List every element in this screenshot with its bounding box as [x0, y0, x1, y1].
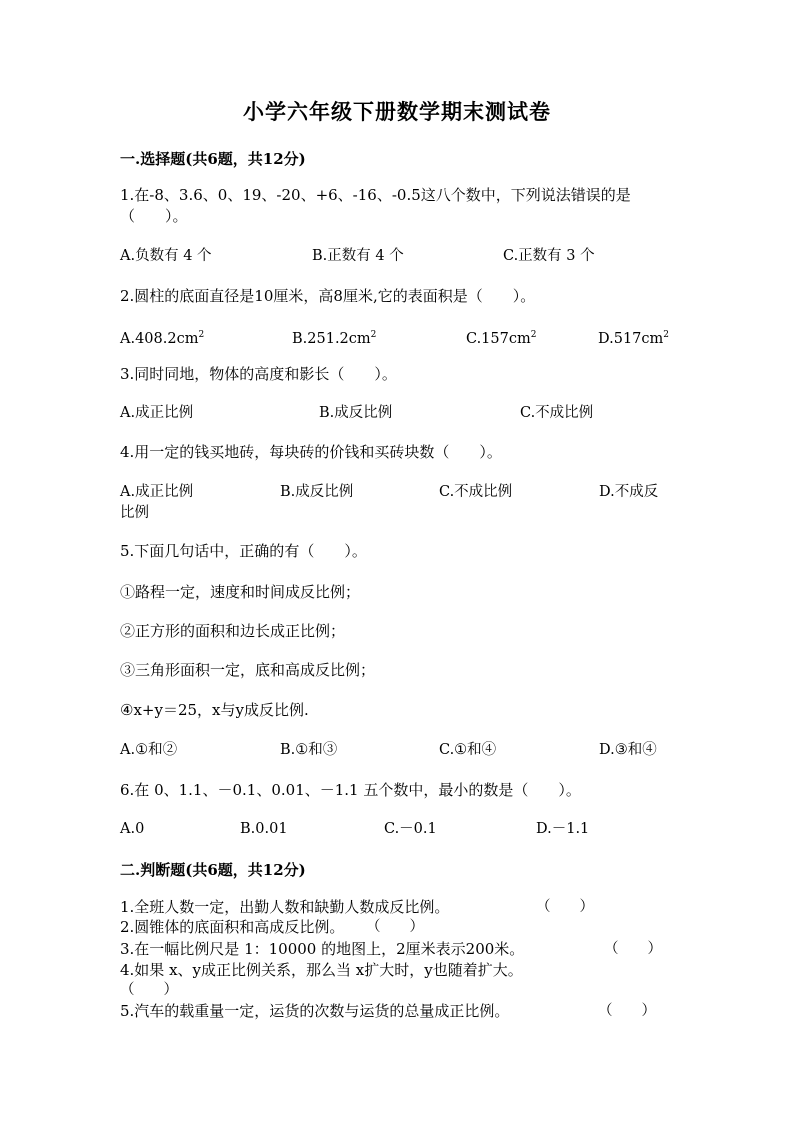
q3-stem: 3.同时同地，物体的高度和影长（ ）。 — [120, 365, 397, 383]
q2-option-a[interactable] — [120, 325, 204, 350]
q5-option-a[interactable]: A.①和② — [120, 742, 178, 758]
q5-option-c[interactable]: C.①和④ — [439, 742, 497, 758]
q6-stem: 6.在 0、1.1、－0.1、0.01、－1.1 五个数中，最小的数是（ ）。 — [120, 781, 581, 799]
q6-option-c[interactable]: C.－0.1 — [384, 821, 437, 837]
j4-statement: 4.如果 x、y成正比例关系，那么当 x扩大时，y也随着扩大。 — [120, 961, 523, 979]
q2-option-c-text: C.157cm — [466, 331, 531, 347]
q6-option-d[interactable]: D.－1.1 — [536, 821, 590, 837]
q2-option-c[interactable] — [466, 325, 536, 350]
q2-option-d-text: D.517cm — [598, 331, 664, 347]
q6-option-a[interactable]: A.0 — [120, 821, 145, 837]
superscript: 2 — [663, 330, 669, 340]
section-heading-choice: 一.选择题(共6题，共12分) — [120, 150, 306, 168]
superscript: 2 — [370, 330, 377, 340]
j3-statement: 3.在一幅比例尺是 1：10000 的地图上，2厘米表示200米。 — [120, 940, 525, 958]
j1-statement: 1.全班人数一定，出勤人数和缺勤人数成反比例。 — [120, 898, 450, 916]
j4-answer-bracket[interactable]: （ ） — [120, 982, 178, 998]
j2-answer-bracket[interactable]: （ ） — [366, 919, 424, 935]
q4-stem: 4.用一定的钱买地砖，每块砖的价钱和买砖块数（ ）。 — [120, 443, 502, 461]
q5-statement-2: ②正方形的面积和边长成正比例； — [120, 622, 346, 640]
q2-option-d[interactable] — [598, 325, 669, 350]
j1-answer-bracket[interactable]: （ ） — [536, 899, 594, 915]
q2-option-a-text: A.408.2cm — [120, 331, 199, 347]
q1-stem-cont: （ ）。 — [120, 207, 188, 225]
q1-stem: 1.在-8、3.6、0、19、-20、+6、-16、-0.5这八个数中，下列说法错误的是 — [120, 186, 631, 204]
j2-statement: 2.圆锥体的底面积和高成反比例。 — [120, 918, 345, 936]
j3-answer-bracket[interactable]: （ ） — [604, 941, 662, 957]
j5-answer-bracket[interactable]: （ ） — [598, 1003, 656, 1019]
q2-stem: 2.圆柱的底面直径是10厘米，高8厘米,它的表面积是（ ）。 — [120, 287, 536, 305]
superscript: 2 — [198, 330, 205, 340]
j5-statement: 5.汽车的载重量一定，运货的次数与运货的总量成正比例。 — [120, 1002, 510, 1020]
q5-statement-4: ④x+y＝25，x与y成反比例. — [120, 701, 309, 719]
q6-option-b[interactable]: B.0.01 — [240, 821, 288, 837]
q5-statement-1: ①路程一定，速度和时间成反比例； — [120, 583, 361, 601]
q4-option-a[interactable]: A.成正比例 — [120, 484, 194, 500]
q3-option-a[interactable]: A.成正比例 — [120, 405, 194, 421]
q3-option-c[interactable]: C.不成比例 — [520, 405, 594, 421]
q5-option-b[interactable]: B.①和③ — [280, 742, 338, 758]
q1-option-a[interactable]: A.负数有 4 个 — [120, 248, 212, 264]
q4-option-d[interactable]: D.不成反 — [599, 484, 659, 500]
q5-option-d[interactable]: D.③和④ — [599, 742, 657, 758]
q5-stem: 5.下面几句话中，正确的有（ ）。 — [120, 542, 367, 560]
q3-option-b[interactable]: B.成反比例 — [319, 405, 393, 421]
q4-option-b[interactable]: B.成反比例 — [280, 484, 354, 500]
superscript: 2 — [530, 330, 537, 340]
q4-option-c[interactable]: C.不成比例 — [439, 484, 513, 500]
section-heading-judgement: 二.判断题(共6题，共12分) — [120, 861, 306, 879]
q5-statement-3: ③三角形面积一定，底和高成反比例； — [120, 661, 376, 679]
q2-option-b[interactable] — [292, 325, 376, 350]
q4-option-d-wrap: 比例 — [120, 505, 149, 521]
q1-option-b[interactable]: B.正数有 4 个 — [312, 248, 404, 264]
page-title: 小学六年级下册数学期末测试卷 — [243, 99, 551, 124]
q2-option-b-text: B.251.2cm — [292, 331, 371, 347]
q1-option-c[interactable]: C.正数有 3 个 — [503, 248, 595, 264]
